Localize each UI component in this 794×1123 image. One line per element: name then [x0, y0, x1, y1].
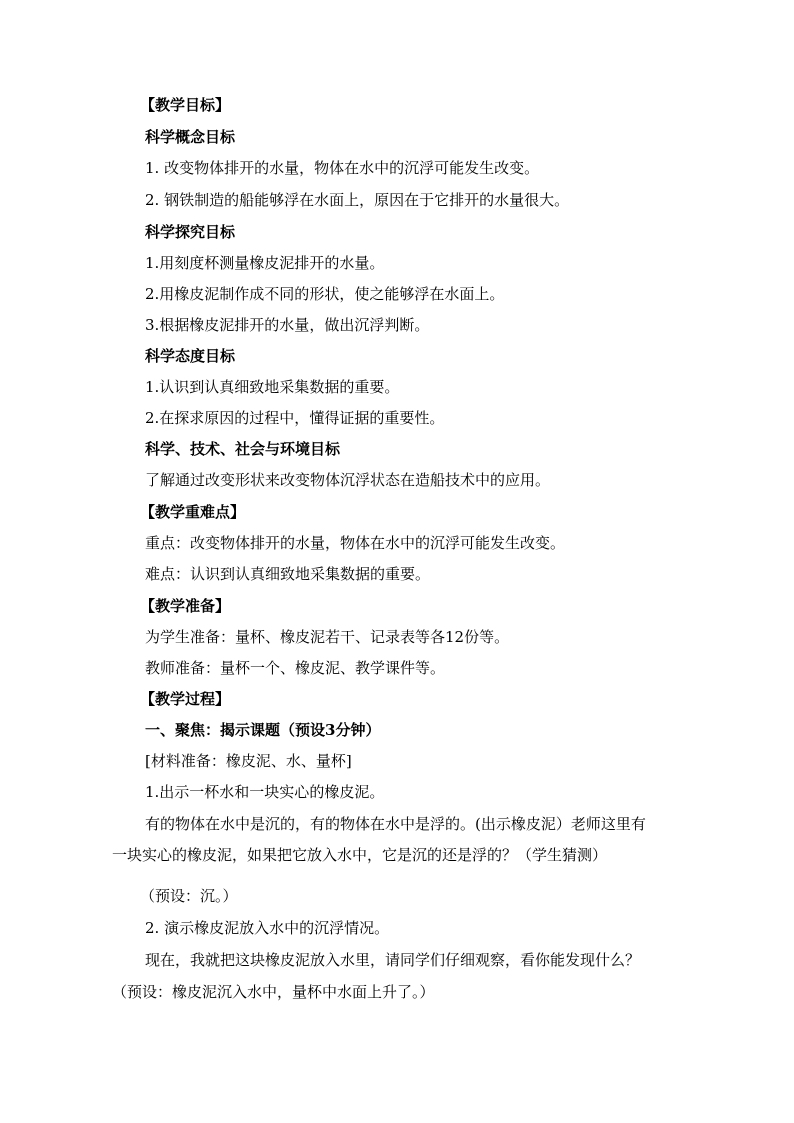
- subheading: 一、聚焦：揭示课题（预设3分钟）: [145, 721, 381, 739]
- paragraph: 难点：认识到认真细致地采集数据的重要。: [145, 565, 431, 583]
- paragraph: 一块实心的橡皮泥，如果把它放入水中，它是沉的还是浮的？（学生猜测）: [112, 846, 608, 864]
- paragraph: 现在，我就把这块橡皮泥放入水里，请同学们仔细观察，看你能发现什么？: [145, 951, 641, 969]
- paragraph: 1.认识到认真细致地采集数据的重要。: [145, 378, 400, 396]
- section-heading: 【教学重难点】: [140, 503, 246, 521]
- paragraph: （预设：橡皮泥沉入水中，量杯中水面上升了。）: [112, 983, 435, 1001]
- paragraph: 2.用橡皮泥制作成不同的形状，使之能够浮在水面上。: [145, 285, 505, 303]
- subheading: 科学、技术、社会与环境目标: [145, 440, 341, 458]
- paragraph: 有的物体在水中是沉的，有的物体在水中是浮的。(出示橡皮泥）老师这里有: [145, 815, 646, 833]
- paragraph: [材料准备：橡皮泥、水、量杯]: [145, 752, 352, 770]
- paragraph: 1.出示一杯水和一块实心的橡皮泥。: [145, 783, 385, 801]
- paragraph: 2. 演示橡皮泥放入水中的沉浮情况。: [145, 919, 390, 937]
- paragraph: 3.根据橡皮泥排开的水量，做出沉浮判断。: [145, 316, 430, 334]
- paragraph: 了解通过改变形状来改变物体沉浮状态在造船技术中的应用。: [145, 471, 551, 489]
- section-heading: 【教学目标】: [140, 96, 231, 114]
- paragraph: 为学生准备：量杯、橡皮泥若干、记录表等各12份等。: [145, 628, 510, 646]
- paragraph: 重点：改变物体排开的水量，物体在水中的沉浮可能发生改变。: [145, 534, 566, 552]
- paragraph: （预设：沉。）: [140, 887, 238, 905]
- subheading: 科学态度目标: [145, 347, 236, 365]
- section-heading: 【教学过程】: [140, 690, 231, 708]
- paragraph: 教师准备：量杯一个、橡皮泥、教学课件等。: [145, 659, 446, 677]
- paragraph: 2.在探求原因的过程中，懂得证据的重要性。: [145, 409, 445, 427]
- paragraph: 2. 钢铁制造的船能够浮在水面上，原因在于它排开的水量很大。: [145, 191, 570, 209]
- subheading: 科学探究目标: [145, 223, 236, 241]
- section-heading: 【教学准备】: [140, 597, 231, 615]
- paragraph: 1.用刻度杯测量橡皮泥排开的水量。: [145, 254, 385, 272]
- subheading: 科学概念目标: [145, 128, 236, 146]
- paragraph: 1. 改变物体排开的水量，物体在水中的沉浮可能发生改变。: [145, 159, 540, 177]
